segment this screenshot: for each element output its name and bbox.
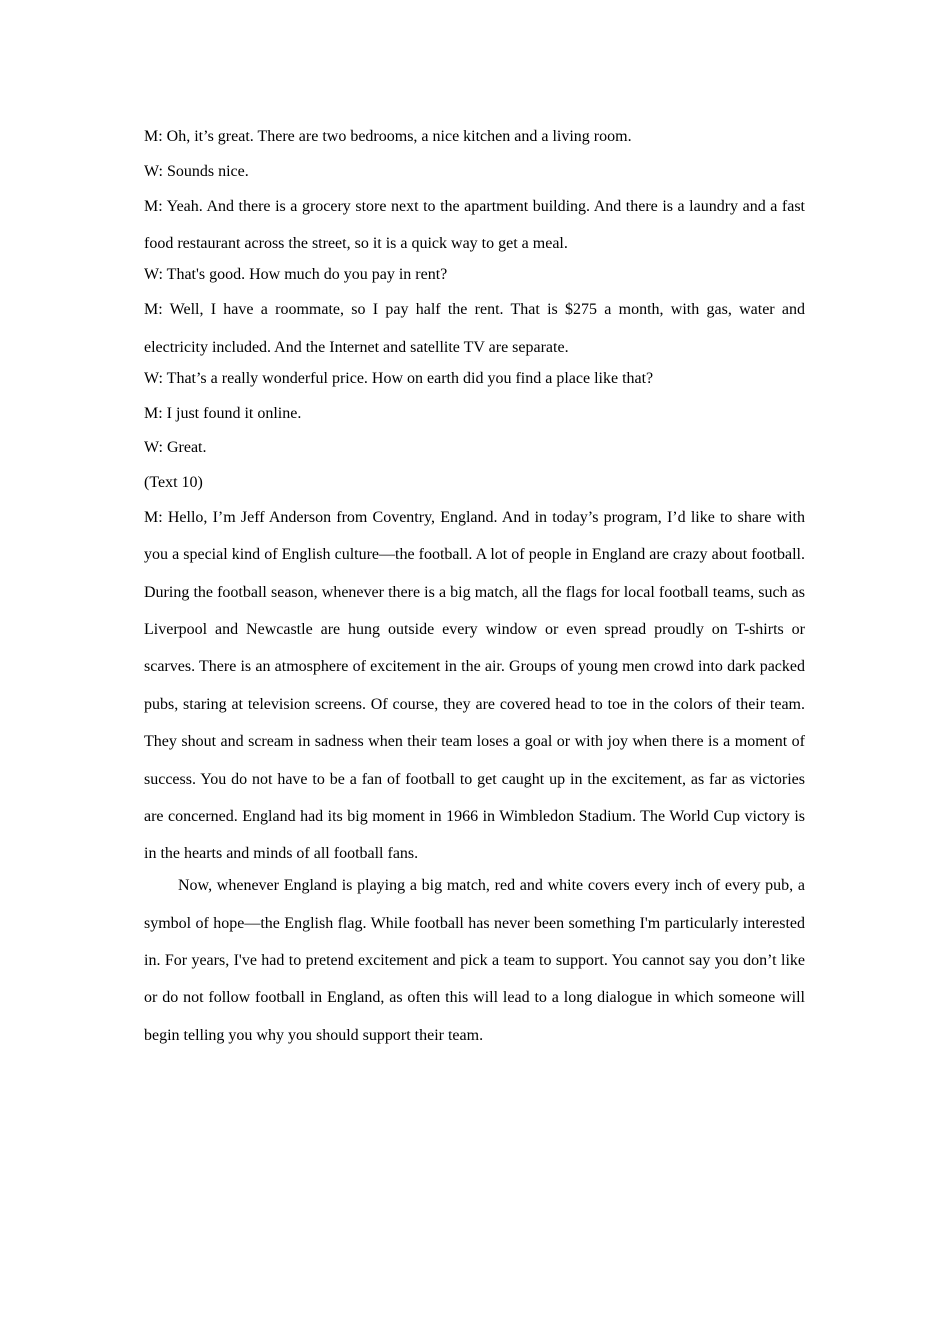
dialogue-line: W: Great.	[144, 439, 207, 457]
text-heading: (Text 10)	[144, 473, 203, 491]
dialogue-line: M: Oh, it’s great. There are two bedrooms, a nice kitchen and a living room.	[144, 128, 632, 145]
monologue-paragraph: M: Hello, I’m Jeff Anderson from Coventry, England. And in today’s program, I’d like to share with you a special kind of English culture—the football. A lot of people in England are crazy about football. During the football season, whenever there is a big match, all the flags for local football teams, such as Liverpool and Newcastle are hung outside every window or even spread proudly on T-shirts or scarves. There is an atmosphere of excitement in the air. Groups of young men crowd into dark packed pubs, staring at television screens. Of course, they are covered head to toe in the colors of their team. They shout and scream in sadness when their team loses a goal or with joy when there is a moment of success. You do not have to be a fan of football to get caught up in the excitement, as far as victories are concerned. England had its big moment in 1966 in Wimbledon Stadium. The World Cup victory is in the hearts and minds of all football fans.	[144, 508, 805, 863]
document-page	[144, 124, 805, 1054]
dialogue-line: M: I just found it online.	[144, 404, 302, 422]
dialogue-paragraph: M: Yeah. And there is a grocery store next to the apartment building. And there is a laundry and a fast food restaurant across the street, so it is a quick way to get a meal.	[144, 197, 805, 252]
dialogue-line: W: That’s a really wonderful price. How on earth did you find a place like that?	[144, 370, 654, 388]
monologue-paragraph: Now, whenever England is playing a big match, red and white covers every inch of every pub, a symbol of hope—the English flag. While football has never been something I'm particularly interested in. For years, I've had to pretend excitement and pick a team to support. You cannot say you don’t like or do not follow football in England, as often this will lead to a long dialogue in which someone will begin telling you why you should support their team.	[144, 877, 805, 1044]
dialogue-line: W: Sounds nice.	[144, 162, 249, 180]
dialogue-paragraph: M: Well, I have a roommate, so I pay half the rent. That is $275 a month, with gas, water and electricity included. And the Internet and satellite TV are separate.	[144, 301, 805, 356]
dialogue-line: W: That's good. How much do you pay in rent?	[144, 266, 448, 284]
